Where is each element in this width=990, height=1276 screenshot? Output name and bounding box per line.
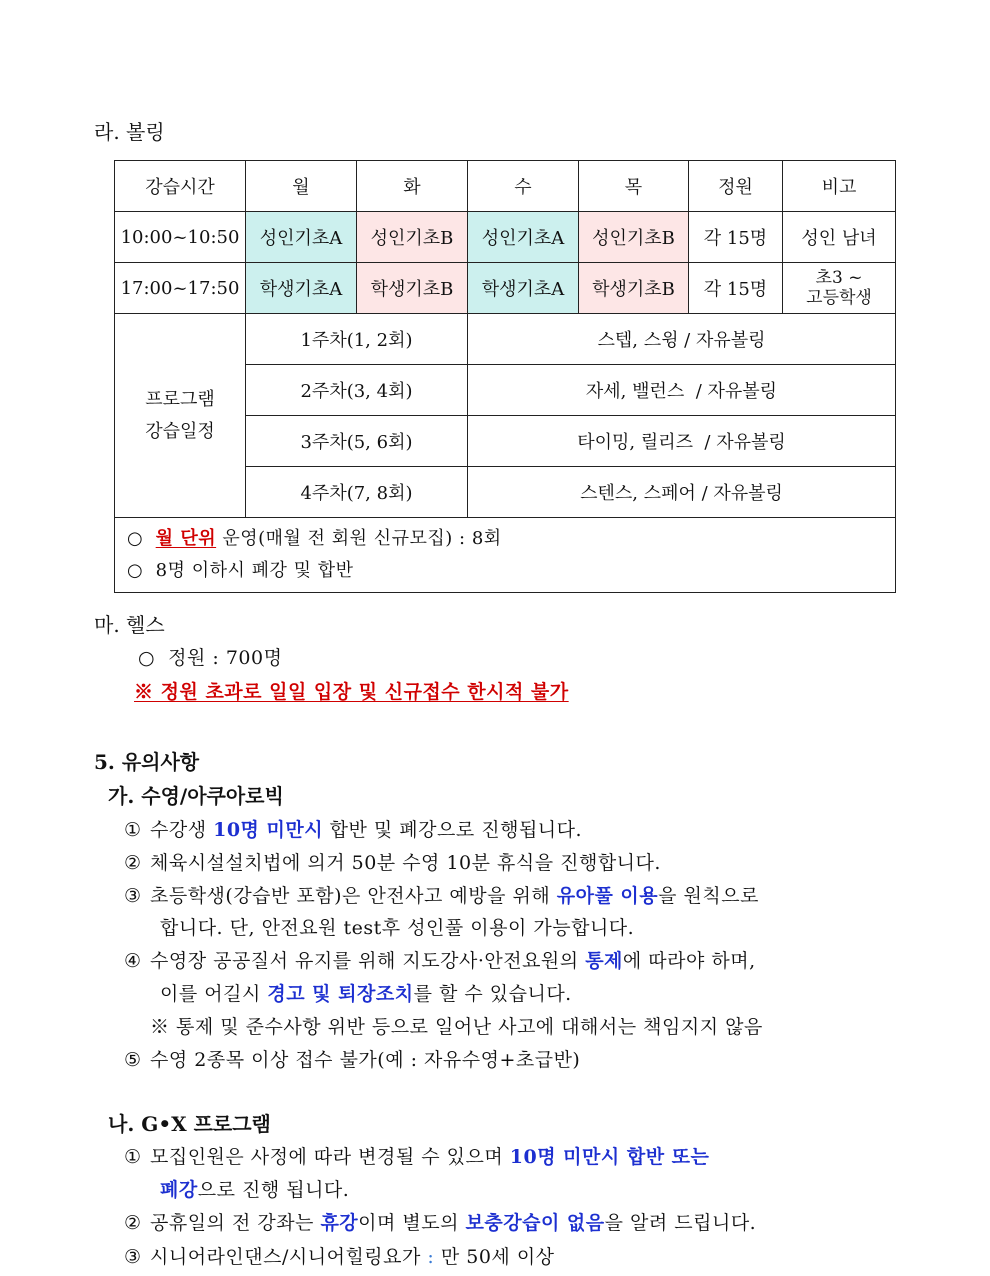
note-text: 운영(매월 전 회원 신규모집) : 8회 <box>216 528 502 549</box>
gx-item-1 <box>124 1142 709 1169</box>
item-emphasis: 유아풀 이용 <box>556 885 659 907</box>
item-emphasis: 10명 미만시 <box>213 819 324 841</box>
item-text: 합반 및 폐강으로 진행됩니다. <box>323 819 583 841</box>
item-number: ④ <box>124 950 142 972</box>
item-text: 이를 어길시 <box>160 983 268 1005</box>
program-content: 스텐스, 스페어 / 자유볼링 <box>468 467 896 518</box>
cell-time: 17:00~17:50 <box>115 263 246 314</box>
program-content: 타이밍, 릴리즈 / 자유볼링 <box>468 416 896 467</box>
swim-item-4 <box>124 946 756 973</box>
gx-item-1-line-2 <box>160 1175 349 1202</box>
col-header-thu: 목 <box>579 161 689 212</box>
cell-class: 성인기초A <box>246 212 357 263</box>
item-text: 이며 별도의 <box>358 1212 466 1234</box>
item-text: 을 원칙으로 <box>658 885 759 907</box>
program-label-line: 강습일정 <box>145 420 215 442</box>
program-week: 4주차(7, 8회) <box>246 467 468 518</box>
note-line-1 <box>127 523 895 555</box>
item-emphasis: 보충강습이 없음 <box>465 1212 605 1234</box>
note-line-2: ○ 8명 이하시 폐강 및 합반 <box>127 560 354 581</box>
cell-class: 학생기초B <box>579 263 689 314</box>
item-text: 수영 2종목 이상 접수 불가(예 : 자유수영+초급반) <box>150 1049 581 1071</box>
note-line: 고등학생 <box>806 288 872 308</box>
health-warning: ※ 정원 초과로 일일 입장 및 신규접수 한시적 불가 <box>134 681 569 703</box>
program-content: 스텝, 스윙 / 자유볼링 <box>468 314 896 365</box>
bowling-notes <box>115 518 896 593</box>
cell-class: 성인기초B <box>357 212 468 263</box>
item-emphasis: 휴강 <box>320 1212 359 1234</box>
table-row <box>115 212 896 263</box>
program-week: 1주차(1, 2회) <box>246 314 468 365</box>
item-number: ② <box>124 852 142 874</box>
col-header-mon: 월 <box>246 161 357 212</box>
section-health-heading: 마. 헬스 <box>94 613 165 637</box>
cell-class: 학생기초B <box>357 263 468 314</box>
gx-item-2 <box>124 1208 756 1235</box>
cell-class: 성인기초B <box>579 212 689 263</box>
table-header-row <box>115 161 896 212</box>
gx-heading: 나. G•X 프로그램 <box>108 1112 271 1136</box>
program-label-line: 프로그램 <box>145 388 215 410</box>
cell-note: 성인 남녀 <box>783 212 896 263</box>
cell-time: 10:00~10:50 <box>115 212 246 263</box>
swim-item-2 <box>124 848 661 875</box>
item-number: ⑤ <box>124 1049 142 1071</box>
program-row <box>115 314 896 365</box>
cell-capacity: 각 15명 <box>689 212 783 263</box>
item-text: 체육시설설치법에 의거 50분 수영 10분 휴식을 진행합니다. <box>150 852 661 874</box>
notes-row <box>115 518 896 593</box>
item-text: 를 할 수 있습니다. <box>413 983 572 1005</box>
notices-heading: 5. 유의사항 <box>94 750 200 774</box>
item-emphasis: 10명 미만시 합반 또는 <box>509 1146 710 1168</box>
col-header-tue: 화 <box>357 161 468 212</box>
item-text: 에 따라야 하며, <box>622 950 756 972</box>
swim-item-5 <box>124 1045 580 1072</box>
gx-item-3 <box>124 1242 555 1269</box>
note-line: 초3 ~ <box>815 268 863 288</box>
col-header-wed: 수 <box>468 161 579 212</box>
item-text: 을 알려 드립니다. <box>604 1212 757 1234</box>
health-capacity: ○ 정원 : 700명 <box>138 647 283 669</box>
cell-capacity: 각 15명 <box>689 263 783 314</box>
item-emphasis: 폐강 <box>160 1179 198 1201</box>
swim-item-4-note: ※ 통제 및 준수사항 위반 등으로 일어난 사고에 대해서는 책임지지 않음 <box>150 1016 763 1038</box>
item-number: ③ <box>124 1246 142 1268</box>
item-text: 초등학생(강습반 포함)은 안전사고 예방을 위해 <box>150 885 557 907</box>
item-text: 공휴일의 전 강좌는 <box>150 1212 321 1234</box>
item-text: 수영장 공공질서 유지를 위해 지도강사·안전요원의 <box>150 950 586 972</box>
note-bullet: ○ <box>127 528 144 549</box>
cell-class: 성인기초A <box>468 212 579 263</box>
program-week: 3주차(5, 6회) <box>246 416 468 467</box>
swim-item-4-line-2 <box>160 979 572 1006</box>
swim-item-3-line-2: 합니다. 단, 안전요원 test후 성인풀 이용이 가능합니다. <box>160 917 635 939</box>
swim-heading: 가. 수영/아쿠아로빅 <box>108 784 284 808</box>
item-emphasis: 통제 <box>585 950 623 972</box>
program-label <box>115 314 246 518</box>
item-colon: : <box>427 1246 435 1268</box>
cell-class: 학생기초A <box>468 263 579 314</box>
cell-note <box>783 263 896 314</box>
section-bowling-heading: 라. 볼링 <box>94 120 165 144</box>
item-text: 수강생 <box>150 819 214 841</box>
table-row <box>115 263 896 314</box>
swim-item-1 <box>124 815 582 842</box>
item-text: 만 50세 이상 <box>434 1246 555 1268</box>
item-text: 시니어라인댄스/시니어힐링요가 <box>150 1246 428 1268</box>
item-number: ② <box>124 1212 142 1234</box>
item-number: ③ <box>124 885 142 907</box>
item-emphasis: 경고 및 퇴장조치 <box>267 983 414 1005</box>
item-text: 모집인원은 사정에 따라 변경될 수 있으며 <box>150 1146 510 1168</box>
col-header-time: 강습시간 <box>115 161 246 212</box>
cell-class: 학생기초A <box>246 263 357 314</box>
col-header-note: 비고 <box>783 161 896 212</box>
col-header-capacity: 정원 <box>689 161 783 212</box>
program-week: 2주차(3, 4회) <box>246 365 468 416</box>
bowling-schedule-table <box>114 160 896 593</box>
item-number: ① <box>124 1146 142 1168</box>
swim-item-3 <box>124 881 759 908</box>
program-content: 자세, 밸런스 / 자유볼링 <box>468 365 896 416</box>
item-number: ① <box>124 819 142 841</box>
note-emphasis: 월 단위 <box>155 528 217 549</box>
item-text: 으로 진행 됩니다. <box>197 1179 350 1201</box>
